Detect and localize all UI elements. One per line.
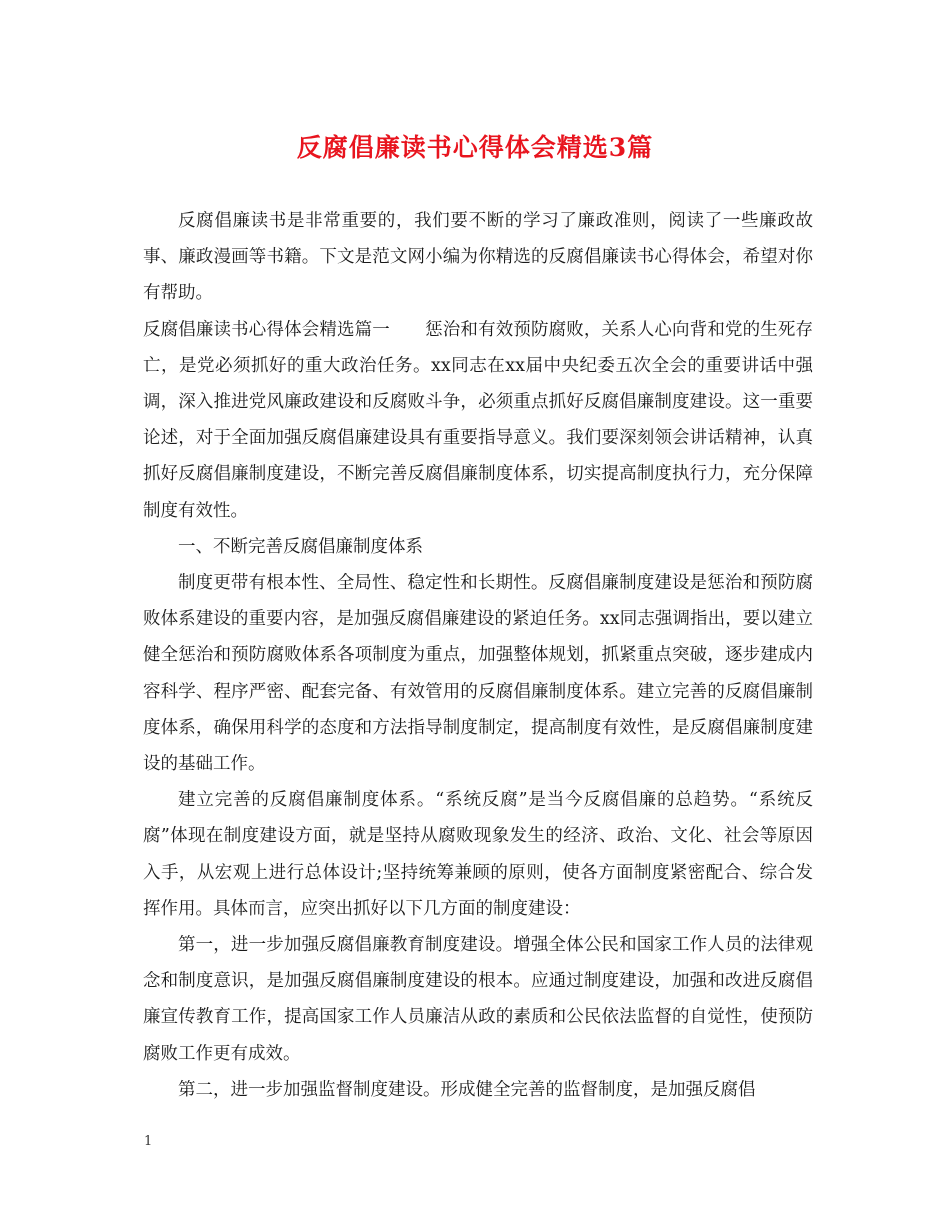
paragraph-article-one: 反腐倡廉读书心得体会精选篇一 惩治和有效预防腐败，关系人心向背和党的生死存亡，是党必须抓好的重大政治任务。xx同志在xx届中央纪委五次全会的重要讲话中强调，深入推进党风廉政建设和反腐败斗争，必须重点抓好反腐倡廉制度建设。这一重要论述，对于全面加强反腐倡廉建设具有重要指导意义。我们要深刻领会讲话精神，认真抓好反腐倡廉制度建设，不断完善反腐倡廉制度体系，切实提高制度执行力，充分保障制度有效性。 (143, 319, 813, 521)
paragraph-intro: 反腐倡廉读书是非常重要的，我们要不断的学习了廉政准则，阅读了一些廉政故事、廉政漫画等书籍。下文是范文网小编为你精选的反腐倡廉读书心得体会，希望对你有帮助。 (143, 211, 813, 304)
paragraph-system-importance: 制度更带有根本性、全局性、稳定性和长期性。反腐倡廉制度建设是惩治和预防腐败体系建设的重要内容，是加强反腐倡廉建设的紧迫任务。xx同志强调指出，要以建立健全惩治和预防腐败体系各项制度为重点，加强整体规划，抓紧重点突破，逐步建成内容科学、程序严密、配套完备、有效管用的反腐倡廉制度体系。建立完善的反腐倡廉制度体系，确保用科学的态度和方法指导制度制定，提高制度有效性，是反腐倡廉制度建设的基础工作。 (143, 573, 813, 775)
section-heading-one: 一、不断完善反腐倡廉制度体系 (178, 536, 423, 557)
paragraph-education-system: 第一，进一步加强反腐倡廉教育制度建设。增强全体公民和国家工作人员的法律观念和制度意识，是加强反腐倡廉制度建设的根本。应通过制度建设，加强和改进反腐倡廉宣传教育工作，提高国家工作人员廉洁从政的素质和公民依法监督的自觉性，使预防腐败工作更有成效。 (143, 935, 813, 1064)
page-number: 1 (144, 1134, 153, 1149)
paragraph-supervision-system: 第二，进一步加强监督制度建设。形成健全完善的监督制度，是加强反腐倡 (178, 1079, 756, 1100)
paragraph-system-anticorruption: 建立完善的反腐倡廉制度体系。“系统反腐”是当今反腐倡廉的总趋势。“系统反腐”体现在制度建设方面，就是坚持从腐败现象发生的经济、政治、文化、社会等原因入手，从宏观上进行总体设计;坚持统筹兼顾的原则，使各方面制度紧密配合、综合发挥作用。具体而言，应突出抓好以下几方面的制度建设： (143, 790, 813, 919)
document-title: 反腐倡廉读书心得体会精选3篇 (296, 133, 654, 162)
document-body (143, 203, 813, 1108)
